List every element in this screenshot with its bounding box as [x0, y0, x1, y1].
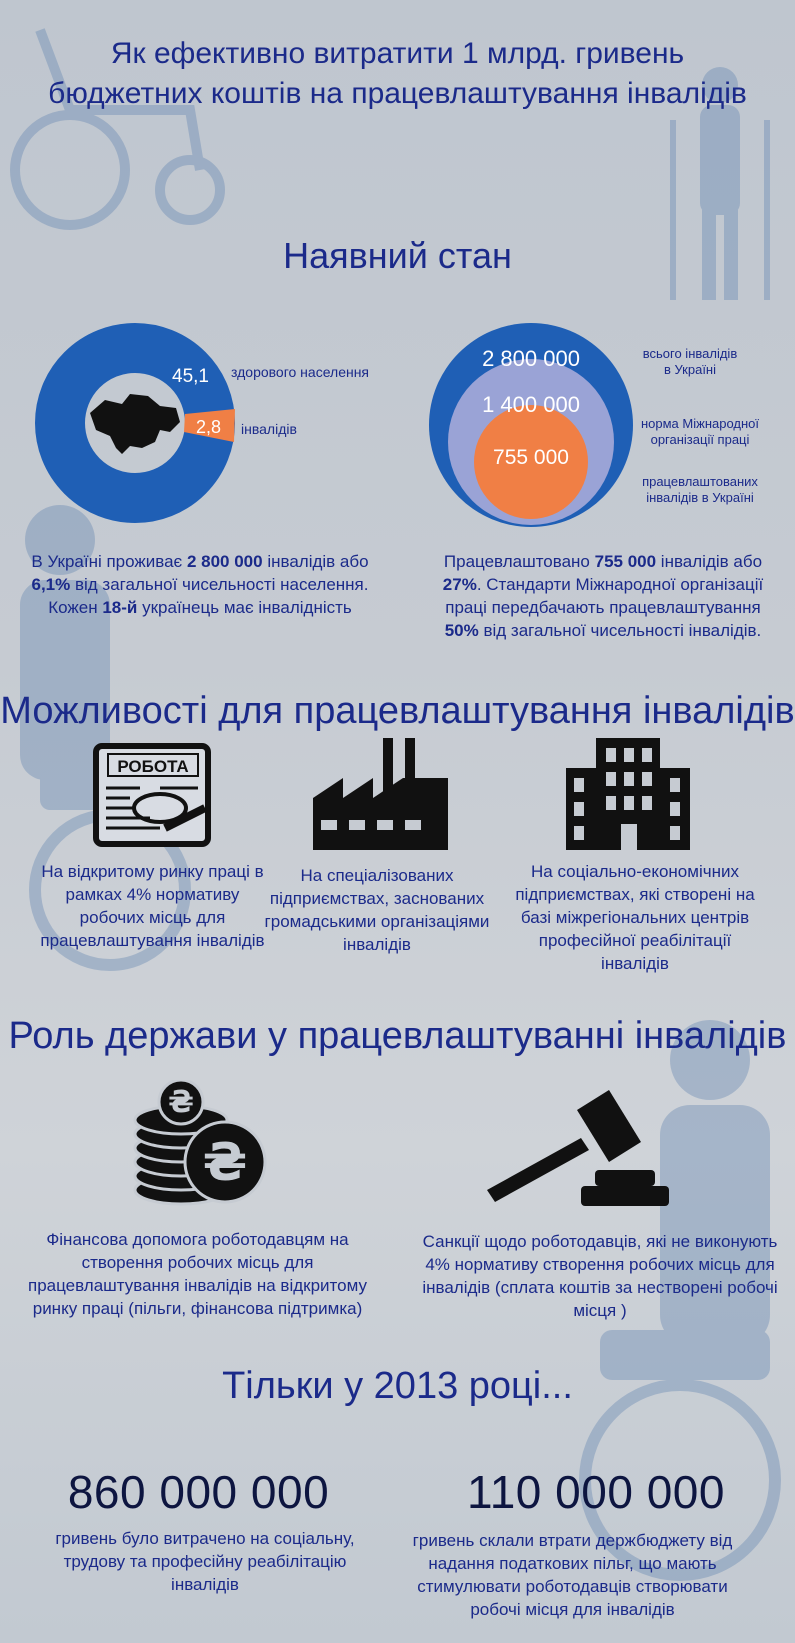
factory-icon	[313, 738, 448, 850]
page-title	[0, 34, 795, 114]
section-current-state-heading: Наявний стан	[283, 235, 512, 276]
title-line-2: бюджетних коштів на працевлаштування інвалідів	[48, 77, 747, 110]
donut-disabled-label: інвалідів	[241, 421, 297, 437]
section-opportunities-heading: Можливості для працевлаштування інвалідів	[0, 690, 795, 732]
middle-circle-value: 1 400 000	[482, 392, 580, 417]
donut-disabled-value: 2,8	[196, 417, 222, 437]
coins-hryvnia-icon	[133, 1080, 268, 1208]
coin-symbol-large: ₴	[202, 1133, 248, 1193]
opportunity-specialized-enterprises-text: На спеціалізованих підприємствах, заснованих громадськими організаціями інвалідів	[264, 866, 490, 954]
section-2013-heading: Тільки у 2013 році...	[222, 1365, 573, 1407]
state-role-sanctions-text: Санкції щодо роботодавців, які не виконують 4% нормативу створення робочих місць для інвалідів (сплата коштів за нестворені робочі місця )	[422, 1232, 778, 1320]
current-state-right-text: Працевлаштовано 755 000 інвалідів або 27%. Стандарти Міжнародної організації праці передбачають працевлаштування 50% від загальної чисельності інвалідів.	[442, 552, 764, 640]
donut-healthy-label: здорового населення	[231, 364, 370, 380]
title-line-1: Як ефективно витратити 1 млрд. гривень	[110, 37, 685, 70]
office-building-icon	[566, 738, 690, 850]
state-role-financial-aid-text: Фінансова допомога роботодавцям на створення робочих місць для працевлаштування інвалідів на відкритому ринку праці (пільги, фінансова підтримка)	[28, 1230, 367, 1318]
newspaper-icon	[90, 740, 215, 850]
inner-circle-label: працевлаштованих інвалідів в Україні	[642, 474, 758, 505]
inner-circle-value: 755 000	[493, 446, 569, 469]
stat-spent-text: гривень було витрачено на соціальну, трудову та професійну реабілітацію інвалідів	[55, 1529, 355, 1594]
stat-losses-text: гривень склали втрати держбюджету від надання податкових пільг, що мають стимулювати роботодавців створювати робочі місця для інвалідів	[412, 1531, 733, 1619]
newspaper-word: РОБОТА	[117, 757, 189, 776]
coin-symbol-small: ₴	[168, 1085, 194, 1120]
middle-circle-label: норма Міжнародної організації праці	[640, 416, 760, 447]
donut-healthy-value: 45,1	[172, 366, 209, 387]
section-state-role-heading: Роль держави у працевлаштуванні інвалідів	[8, 1015, 787, 1057]
stat-losses-value: 110 000 000	[467, 1466, 725, 1518]
gavel-icon	[485, 1090, 675, 1210]
opportunity-open-market-text: На відкритому ринку праці в рамках 4% нормативу робочих місць для працевлаштування інвалідів	[40, 862, 265, 950]
current-state-left-text: В Україні проживає 2 800 000 інвалідів або 6,1% від загальної чисельності населення. Кожен 18-й українець має інвалідність	[31, 552, 369, 617]
outer-circle-label: всього інвалідів в Україні	[642, 346, 738, 377]
opportunity-social-enterprises-text: На соціально-економічних підприємствах, які створені на базі міжрегіональних центрів професійної реабілітації інвалідів	[515, 862, 755, 973]
stat-spent-value: 860 000 000	[67, 1466, 330, 1518]
ukraine-map-icon	[90, 394, 180, 454]
outer-circle-value: 2 800 000	[482, 346, 580, 371]
